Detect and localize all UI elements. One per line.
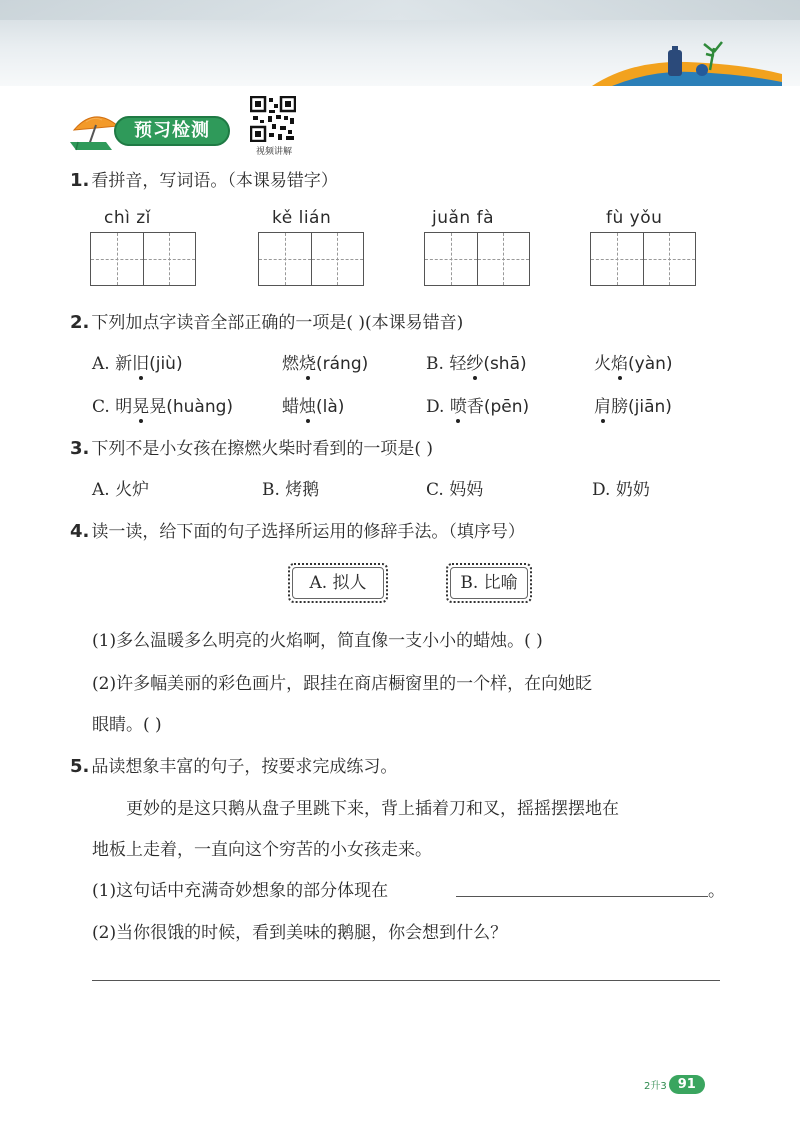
question-5 (70, 752, 397, 777)
answer-blank-1[interactable] (456, 896, 708, 897)
question-number: 1. (70, 170, 90, 191)
pinyin-label: fù yǒu (606, 208, 663, 228)
qr-code-icon[interactable] (250, 96, 296, 142)
sub-question-1: (1)这句话中充满奇妙想象的部分体现在 (92, 881, 389, 901)
question-text: 品读想象丰富的句子，按要求完成练习。 (91, 757, 398, 777)
top-decoration-band (0, 0, 800, 86)
period: 。 (708, 881, 725, 901)
grade-label: 2升3 (644, 1080, 667, 1092)
reading-passage-line-1: 更妙的是这只鹅从盘子里跳下来，背上插着刀和叉，摇摇摆摆地在 (126, 799, 619, 819)
option-a[interactable]: A. 火炉 (92, 480, 150, 500)
question-text: 下列不是小女孩在擦燃火柴时看到的一项是( ) (91, 439, 434, 459)
option-b[interactable]: B. 烤鹅 (262, 480, 320, 500)
writing-grid-1[interactable] (90, 232, 196, 286)
section-title: 预习检测 (114, 116, 230, 146)
option-a2[interactable]: 燃烧(ráng) (282, 349, 368, 374)
qr-label: 视频讲解 (255, 147, 292, 157)
question-3 (70, 434, 433, 459)
pinyin-label: juǎn fà (432, 208, 494, 228)
option-c[interactable]: C. 妈妈 (426, 480, 484, 500)
page-number: 91 (669, 1075, 705, 1094)
page-badge (644, 1073, 705, 1095)
writing-grid-3[interactable] (424, 232, 530, 286)
question-text: 读一读，给下面的句子选择所运用的修辞手法。（填序号） (91, 522, 525, 542)
writing-grid-4[interactable] (590, 232, 696, 286)
sub-question-2: (2)当你很饿的时候，看到美味的鹅腿，你会想到什么？ (92, 923, 508, 943)
question-1 (70, 166, 338, 191)
sentence-1: (1)多么温暖多么明亮的火焰啊，简直像一支小小的蜡烛。( ) (92, 631, 543, 651)
sentence-2-cont: 眼睛。( ) (92, 715, 162, 735)
question-number: 3. (70, 438, 90, 459)
sentence-2: (2)许多幅美丽的彩色画片，跟挂在商店橱窗里的一个样，在向她眨 (92, 674, 593, 694)
sea-strip (0, 0, 800, 20)
question-4 (70, 517, 525, 542)
option-c1[interactable]: C. 明晃晃(huàng) (92, 392, 233, 417)
reading-passage-line-2: 地板上走着，一直向这个穷苦的小女孩走来。 (92, 840, 432, 860)
option-b2[interactable]: 火焰(yàn) (594, 349, 673, 374)
question-number: 5. (70, 756, 90, 777)
question-text: 看拼音，写词语。（本课易错字） (91, 171, 338, 191)
answer-line-2[interactable] (92, 980, 720, 981)
question-text: 下列加点字读音全部正确的一项是( )(本课易错音) (91, 313, 464, 333)
option-c2[interactable]: 蜡烛(là) (282, 392, 344, 417)
option-d[interactable]: D. 奶奶 (592, 480, 650, 500)
question-number: 4. (70, 521, 90, 542)
question-2 (70, 308, 463, 333)
choice-box-b: B. 比喻 (446, 563, 532, 603)
pinyin-label: kě lián (272, 208, 332, 228)
option-d2[interactable]: 肩膀(jiān) (594, 392, 672, 417)
pinyin-label: chì zǐ (104, 208, 151, 228)
choice-box-a: A. 拟人 (288, 563, 388, 603)
option-b1[interactable]: B. 轻纱(shā) (426, 349, 527, 374)
writing-grid-2[interactable] (258, 232, 364, 286)
option-a1[interactable]: A. 新旧(jiù) (92, 349, 183, 374)
option-d1[interactable]: D. 喷香(pēn) (426, 392, 529, 417)
island-illustration (592, 40, 782, 86)
section-header (66, 112, 232, 152)
question-number: 2. (70, 312, 90, 333)
